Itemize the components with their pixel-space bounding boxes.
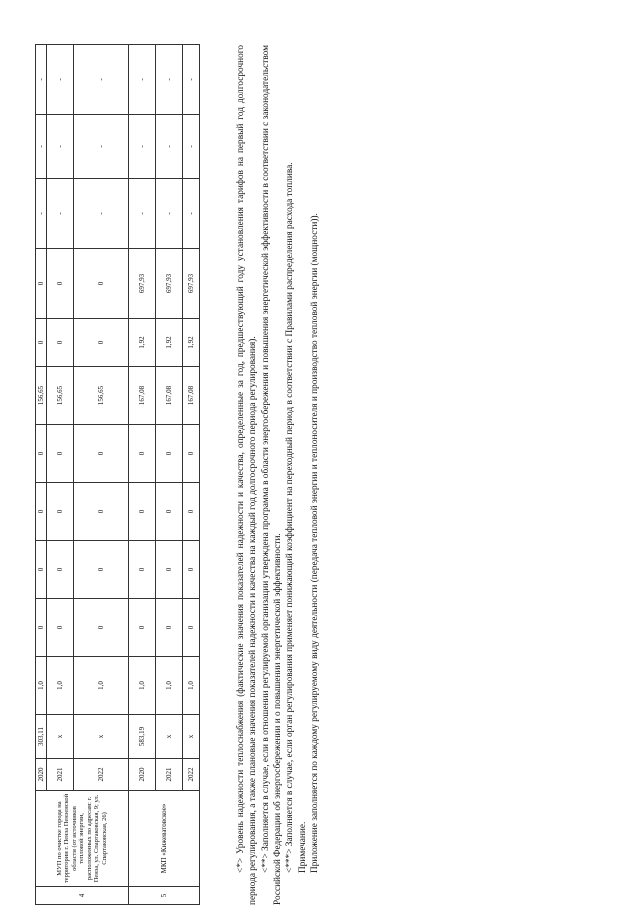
note-text: Приложение заполняется по каждому регулируемому виду деятельности (передача тепловой энергии и теплоносителя и производство тепловой энергии (мощности)). bbox=[310, 213, 321, 873]
table-cell: 1,0 bbox=[183, 657, 200, 715]
table-cell: - bbox=[36, 115, 47, 179]
year-cell: 2020 bbox=[36, 759, 47, 791]
row-number: 5 bbox=[129, 887, 200, 905]
table-cell: 0 bbox=[156, 425, 183, 483]
table-cell: 167,08 bbox=[156, 367, 183, 425]
table-cell: 1,0 bbox=[36, 657, 47, 715]
year-cell: 2020 bbox=[129, 759, 156, 791]
table-cell: 0 bbox=[129, 483, 156, 541]
table-cell: 583,19 bbox=[129, 715, 156, 759]
table-cell: - bbox=[47, 115, 74, 179]
org-name: МКП «Кижеватовское» bbox=[129, 791, 200, 887]
table-cell: 167,08 bbox=[129, 367, 156, 425]
table-cell: 0 bbox=[129, 541, 156, 599]
table-cell: 0 bbox=[183, 425, 200, 483]
table-cell: 1,0 bbox=[47, 657, 74, 715]
table-cell: - bbox=[74, 45, 129, 115]
footnote-reducing-coefficient: <***> Заполняется в случае, если орган регулирования применяет понижающий коэффициент на переходный период в соответствии с Правилами распределения расхода топлива. bbox=[285, 162, 296, 873]
table-cell: 0 bbox=[36, 425, 47, 483]
table-cell: - bbox=[183, 179, 200, 249]
table-cell: 0 bbox=[74, 319, 129, 367]
footnotes bbox=[235, 45, 322, 905]
table-cell: 1,92 bbox=[129, 319, 156, 367]
year-cell: 2022 bbox=[74, 759, 129, 791]
table-cell: 0 bbox=[47, 599, 74, 657]
table-cell: 0 bbox=[74, 249, 129, 319]
table-cell: x bbox=[74, 715, 129, 759]
table-row bbox=[183, 45, 200, 905]
table-cell: - bbox=[183, 45, 200, 115]
table-cell: - bbox=[129, 179, 156, 249]
table-cell: 1,92 bbox=[183, 319, 200, 367]
table-cell: 156,65 bbox=[36, 367, 47, 425]
table-cell: 156,65 bbox=[47, 367, 74, 425]
table-cell: 697,93 bbox=[129, 249, 156, 319]
table-cell: - bbox=[129, 115, 156, 179]
table-cell: - bbox=[36, 179, 47, 249]
table-cell: - bbox=[129, 45, 156, 115]
table-cell: 1,0 bbox=[156, 657, 183, 715]
table-cell: 167,08 bbox=[183, 367, 200, 425]
table-cell: 0 bbox=[36, 541, 47, 599]
table-cell: - bbox=[156, 45, 183, 115]
table-cell: 0 bbox=[129, 599, 156, 657]
table-cell: 697,93 bbox=[156, 249, 183, 319]
table-cell: 0 bbox=[156, 483, 183, 541]
year-cell: 2022 bbox=[183, 759, 200, 791]
table-cell: - bbox=[156, 115, 183, 179]
table-cell: - bbox=[156, 179, 183, 249]
table-cell: 0 bbox=[129, 425, 156, 483]
table-cell: 0 bbox=[74, 599, 129, 657]
year-cell: 2021 bbox=[156, 759, 183, 791]
table-cell: 0 bbox=[156, 599, 183, 657]
table-cell: 0 bbox=[36, 249, 47, 319]
table-cell: 0 bbox=[36, 599, 47, 657]
year-cell: 2021 bbox=[47, 759, 74, 791]
note-heading: Примечание. bbox=[297, 821, 308, 873]
table-row bbox=[47, 45, 74, 905]
table-cell: x bbox=[183, 715, 200, 759]
table-cell: 0 bbox=[47, 483, 74, 541]
table-cell: - bbox=[47, 45, 74, 115]
table-cell: - bbox=[74, 179, 129, 249]
table-row bbox=[74, 45, 129, 905]
footnote-reliability: <*> Уровень надежности теплоснабжения (фактические значения показателей надежности и качества, определенные за год, предшествующий году установления тарифов на первый год долгосрочного периода регулирования, а также плановые значения показателей надежности и качества на каждый год долгосрочного периода регулирования). bbox=[236, 45, 259, 905]
table-cell: 303,11 bbox=[36, 715, 47, 759]
table-cell: 0 bbox=[183, 541, 200, 599]
table-cell: 1,0 bbox=[129, 657, 156, 715]
table-row bbox=[36, 45, 47, 905]
table-cell: 0 bbox=[47, 425, 74, 483]
table-cell: - bbox=[183, 115, 200, 179]
table-cell: 0 bbox=[74, 541, 129, 599]
table-cell: 0 bbox=[47, 541, 74, 599]
table-cell: 1,92 bbox=[156, 319, 183, 367]
table-cell: 0 bbox=[183, 599, 200, 657]
tariff-table bbox=[35, 44, 200, 905]
table-cell: 0 bbox=[183, 483, 200, 541]
table-cell: - bbox=[36, 45, 47, 115]
footnote-energy-saving: <**> Заполняется в случае, если в отношении регулируемой организации утверждена программа в области энергосбережения и повышения энергетической эффективности в соответствии с законодательством Российской Федерации об энергосбережении и о повышении энергетической эффективности. bbox=[260, 45, 284, 905]
table-cell: 0 bbox=[36, 319, 47, 367]
table-row bbox=[129, 45, 156, 905]
rotated-landscape-content bbox=[35, 45, 415, 905]
table-cell: x bbox=[47, 715, 74, 759]
table-cell: 0 bbox=[156, 541, 183, 599]
org-name: МУП по очистке города на территории г. Пенза Пензенской области (от источников тепловой энергии, расположенных по адресам: г. Пенза, ул. Спартаковская, 9; ул. Спартаковская, 26) bbox=[36, 791, 129, 887]
table-cell: 0 bbox=[36, 483, 47, 541]
row-number: 4 bbox=[36, 887, 129, 905]
table-cell: 0 bbox=[74, 425, 129, 483]
table-cell: 0 bbox=[47, 249, 74, 319]
table-cell: - bbox=[74, 115, 129, 179]
table-cell: 0 bbox=[47, 319, 74, 367]
table-cell: 156,65 bbox=[74, 367, 129, 425]
table-row bbox=[156, 45, 183, 905]
table-cell: 697,93 bbox=[183, 249, 200, 319]
table-cell: x bbox=[156, 715, 183, 759]
table-cell: - bbox=[47, 179, 74, 249]
table-cell: 0 bbox=[74, 483, 129, 541]
table-cell: 1,0 bbox=[74, 657, 129, 715]
